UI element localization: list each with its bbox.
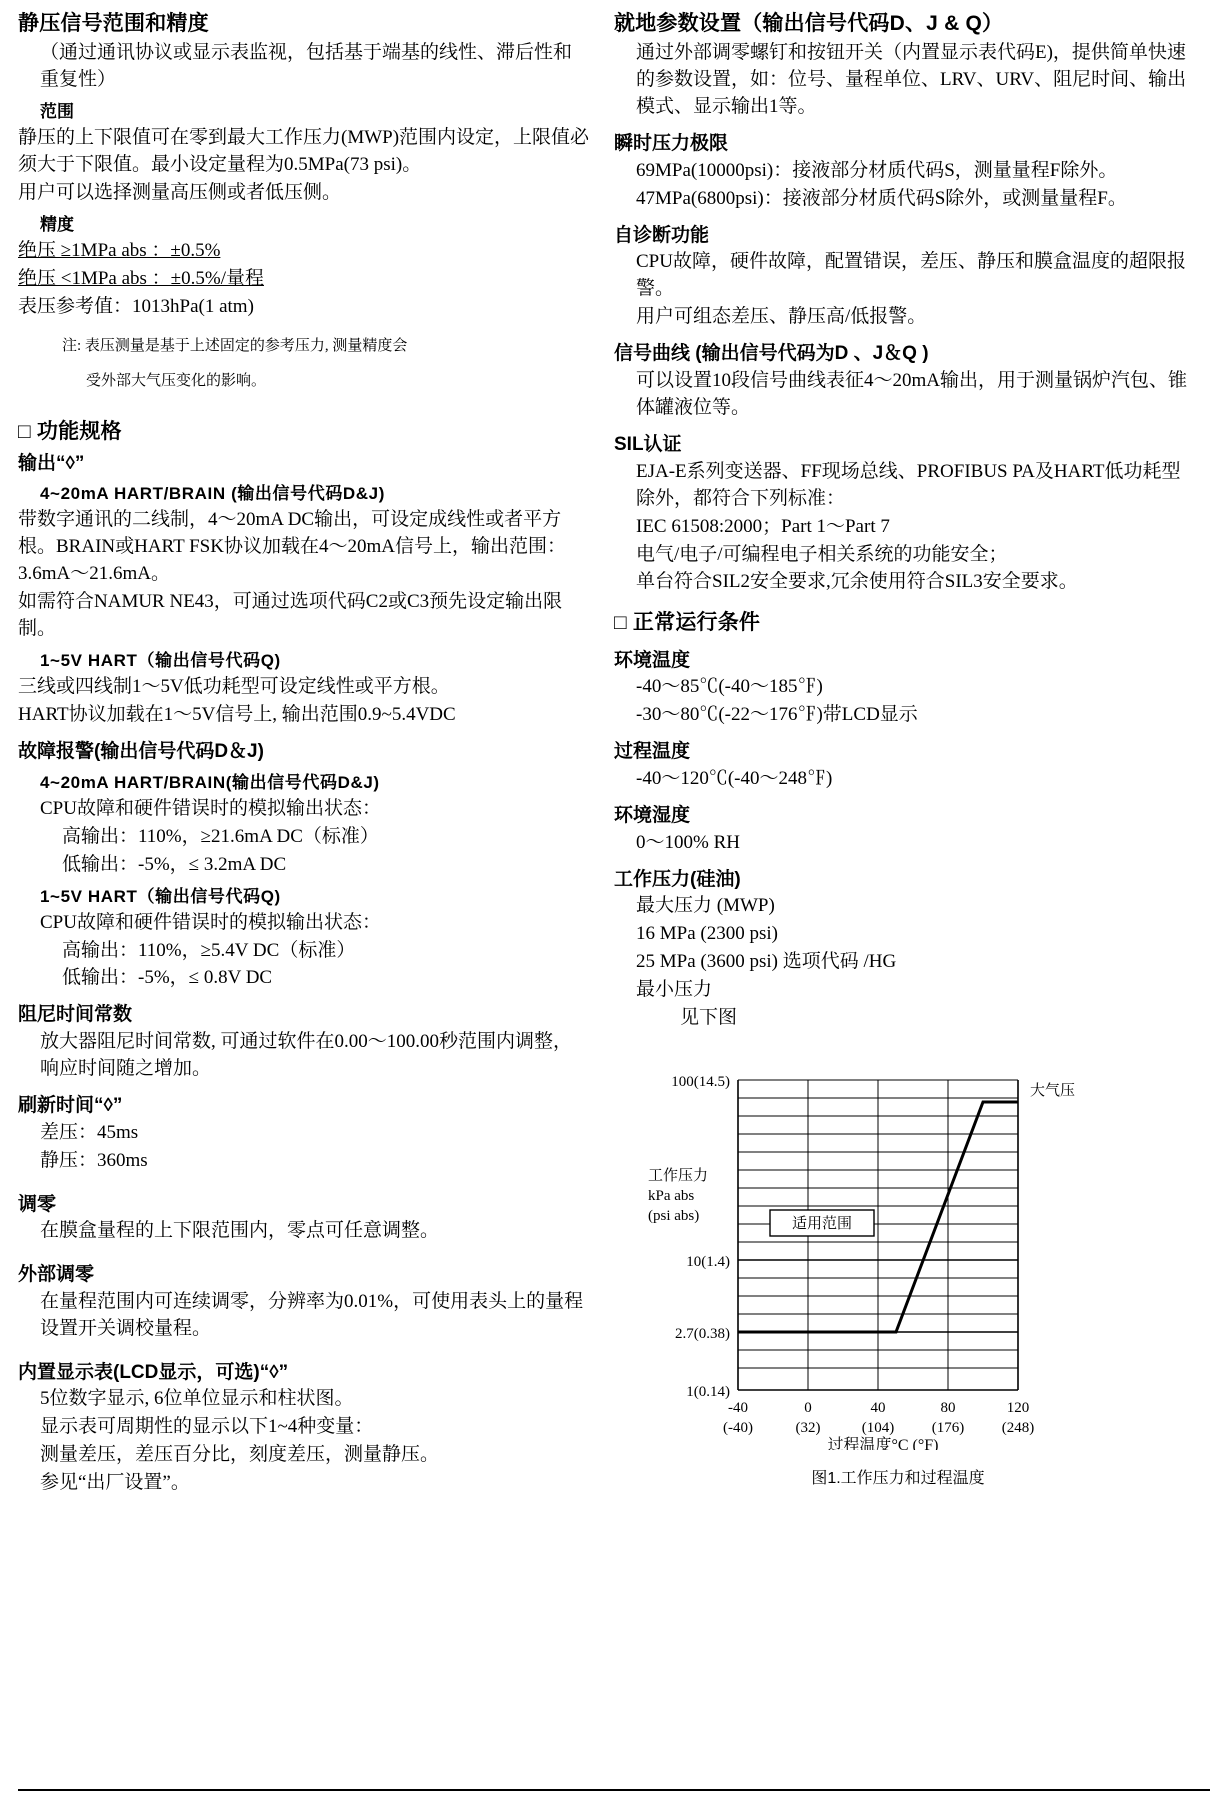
sil-para-1: EJA-E系列变送器、FF现场总线、PROFIBUS PA及HART低功耗型除外，都符合下列标准： <box>636 460 1181 509</box>
ambient-temp-para-1: -40～85℃(-40～185℉) <box>636 676 823 698</box>
refresh-para-2: 静压：360ms <box>40 1149 148 1171</box>
right-column <box>614 10 1194 1488</box>
output-heading-1: 4~20mA HART/BRAIN (输出信号代码D&J) <box>40 484 385 504</box>
damping-para-1: 放大器阻尼时间常数, 可通过软件在0.00～100.00秒范围内调整，响应时间随之增加。 <box>40 1031 573 1080</box>
refresh-para-1: 差压：45ms <box>40 1121 139 1143</box>
range-line-2: 用户可以选择测量高压侧或者低压侧。 <box>18 182 342 204</box>
working-pressure-para-5: 见下图 <box>680 1007 738 1029</box>
working-pressure-para-3: 25 MPa (3600 psi) 选项代码 /HG <box>636 951 897 973</box>
chart-xtick-80: 80 <box>940 1400 956 1417</box>
chart-xsub-104: (104) <box>861 1420 895 1437</box>
chart-annotation-atmospheric: 大气压 <box>1030 1083 1076 1100</box>
accuracy-note-1: 注: 表压测量是基于上述固定的参考压力, 测量精度会 <box>62 337 408 354</box>
sil-para-4: 单台符合SIL2安全要求,冗余使用符合SIL3安全要求。 <box>636 571 1078 593</box>
self-diagnosis-para-1: CPU故障，硬件故障，配置错误，差压、静压和膜盒温度的超限报警。 <box>636 251 1186 300</box>
accuracy-title: 精度 <box>40 215 74 235</box>
ambient-humidity-title: 环境湿度 <box>614 804 691 826</box>
section-static-pressure-title: 静压信号范围和精度 <box>18 12 209 35</box>
ambient-temp-title: 环境温度 <box>614 649 691 671</box>
output-title: 输出“◊” <box>18 452 85 474</box>
working-pressure-para-4: 最小压力 <box>636 979 713 1001</box>
alarm-para-2: 高输出：110%，≥21.6mA DC（标准） <box>62 825 379 847</box>
sil-para-2: IEC 61508:2000；Part 1～Part 7 <box>636 515 890 537</box>
chart-ylabel-line1: 工作压力 <box>648 1168 709 1185</box>
chart-xsub--40: (-40) <box>723 1420 753 1437</box>
chart-xtick--40: -40 <box>728 1400 748 1417</box>
chart-xsub-176: (176) <box>931 1420 965 1437</box>
lcd-para-1: 5位数字显示, 6位单位显示和柱状图。 <box>40 1388 354 1410</box>
local-param-title: 就地参数设置（输出信号代码D、J & Q） <box>614 12 1004 35</box>
lcd-title: 内置显示表(LCD显示，可选)“◊” <box>18 1361 289 1383</box>
alarm-heading-1: 4~20mA HART/BRAIN(输出信号代码D&J) <box>40 772 380 792</box>
two-column-layout <box>18 10 1210 1498</box>
output-para-2: 如需符合NAMUR NE43，可通过选项代码C2或C3预先设定输出限制。 <box>18 591 563 640</box>
alarm-para-6: 低输出：-5%，≤ 0.8V DC <box>62 967 273 989</box>
chart-svg <box>618 1050 1178 1450</box>
accuracy-underline-1: 绝压 ≥1MPa abs ：±0.5% <box>18 240 221 262</box>
chart-xlabel: 过程温度°C (°F) <box>827 1437 939 1451</box>
chart-xtick-40: 40 <box>870 1400 886 1417</box>
damping-title: 阻尼时间常数 <box>18 1004 133 1026</box>
external-zero-title: 外部调零 <box>18 1264 95 1286</box>
accuracy-line-2 <box>18 266 590 293</box>
self-diagnosis-title: 自诊断功能 <box>614 224 710 246</box>
external-zero-para-1: 在量程范围内可连续调零，分辨率为0.01%，可使用表头上的量程设置开关调校量程。 <box>40 1290 584 1339</box>
ambient-temp-para-2: -30～80℃(-22～176℉)带LCD显示 <box>636 704 918 726</box>
working-pressure-para-1: 最大压力 (MWP) <box>636 895 775 917</box>
output-para-1: 带数字通讯的二线制，4～20mA DC输出，可设定成线性或者平方根。BRAIN或HART FSK协议加载在4～20mA信号上，输出范围：3.6mA～21.6mA。 <box>18 509 566 585</box>
alarm-para-1: CPU故障和硬件错误时的模拟输出状态： <box>40 797 381 819</box>
left-column <box>18 10 590 1498</box>
self-diagnosis-para-2: 用户可组态差压、静压高/低报警。 <box>636 306 927 328</box>
lcd-para-3: 测量差压，差压百分比，刻度差压，测量静压。 <box>40 1444 440 1466</box>
normal-conditions-title: □ 正常运行条件 <box>614 611 761 635</box>
signal-curve-title: 信号曲线 (输出信号代码为D 、J＆Q ) <box>614 343 929 365</box>
chart-xsub-32: (32) <box>795 1420 821 1437</box>
chart-ylabel-line3: (psi abs) <box>648 1208 700 1225</box>
figure-caption: 图1.工作压力和过程温度 <box>811 1470 985 1488</box>
accuracy-underline-2: 绝压 <1MPa abs ：±0.5%/量程 <box>18 268 264 290</box>
section-functional-spec-title: □ 功能规格 <box>18 420 122 444</box>
ambient-humidity-para-1: 0～100% RH <box>636 831 740 853</box>
process-temp-title: 过程温度 <box>614 741 691 763</box>
local-param-para-1: 通过外部调零螺钉和按钮开关（内置显示表代码E)，提供简单快速的参数设置，如：位号、量程单位、LRV、URV、阻尼时间、输出模式、显示输出1等。 <box>636 42 1187 118</box>
alarm-heading-2: 1~5V HART（输出信号代码Q) <box>40 886 281 906</box>
range-title: 范围 <box>40 102 74 122</box>
chart-xsub-248: (248) <box>1001 1420 1035 1437</box>
static-pressure-note: （通过通讯协议或显示表监视，包括基于端基的线性、滞后性和重复性） <box>40 42 573 91</box>
process-temp-para-1: -40～120℃(-40～248℉) <box>636 768 833 789</box>
output-para-4: HART协议加载在1～5V信号上, 输出范围0.9~5.4VDC <box>18 704 456 726</box>
accuracy-line-1 <box>18 238 590 265</box>
chart-ytick-100: 100(14.5) <box>671 1074 730 1091</box>
alarm-title: 故障报警(输出信号代码D＆J) <box>18 741 264 763</box>
instant-pressure-para-2: 47MPa(6800psi)：接液部分材质代码S除外，或测量量程F。 <box>636 187 1127 209</box>
signal-curve-para-1: 可以设置10段信号曲线表征4～20mA输出，用于测量锅炉汽包、锥体罐液位等。 <box>636 370 1188 418</box>
alarm-para-3: 低输出：-5%，≤ 3.2mA DC <box>62 853 287 875</box>
alarm-para-5: 高输出：110%，≥5.4V DC（标准） <box>62 939 356 961</box>
chart-annotation-applicable-range: 适用范围 <box>791 1216 853 1233</box>
working-pressure-title: 工作压力(硅油) <box>614 868 741 890</box>
chart-ytick-2.7: 2.7(0.38) <box>675 1326 730 1343</box>
instant-pressure-para-1: 69MPa(10000psi)：接液部分材质代码S，测量量程F除外。 <box>636 159 1118 181</box>
output-heading-2: 1~5V HART（输出信号代码Q) <box>40 651 281 671</box>
chart-xtick-120: 120 <box>1006 1400 1030 1417</box>
sil-title: SIL认证 <box>614 433 682 455</box>
lcd-para-2: 显示表可周期性的显示以下1~4种变量： <box>40 1416 374 1438</box>
working-pressure-para-2: 16 MPa (2300 psi) <box>636 923 778 945</box>
lcd-para-4: 参见“出厂设置”。 <box>40 1472 190 1494</box>
instant-pressure-title: 瞬时压力极限 <box>614 133 729 155</box>
zero-adjust-para-1: 在膜盒量程的上下限范围内，零点可任意调整。 <box>40 1220 440 1242</box>
accuracy-note-2: 受外部大气压变化的影响。 <box>86 373 267 390</box>
sil-para-3: 电气/电子/可编程电子相关系统的功能安全； <box>636 543 1008 565</box>
refresh-title: 刷新时间“◊” <box>18 1095 123 1117</box>
chart-ytick-10: 10(1.4) <box>686 1254 730 1271</box>
zero-adjust-title: 调零 <box>18 1193 57 1215</box>
output-para-3: 三线或四线制1～5V低功耗型可设定线性或平方根。 <box>18 676 450 698</box>
figure-working-pressure-chart <box>618 1050 1178 1488</box>
footer-rule <box>18 1789 1210 1791</box>
alarm-para-4: CPU故障和硬件错误时的模拟输出状态： <box>40 911 381 933</box>
chart-xtick-0: 0 <box>804 1400 812 1417</box>
chart-ylabel-line2: kPa abs <box>648 1188 695 1205</box>
range-line-1: 静压的上下限值可在零到最大工作压力(MWP)范围内设定，上限值必须大于下限值。最小设定量程为0.5MPa(73 psi)。 <box>18 127 590 176</box>
accuracy-line-3: 表压参考值：1013hPa(1 atm) <box>18 296 254 317</box>
chart-ytick-1: 1(0.14) <box>686 1384 730 1401</box>
